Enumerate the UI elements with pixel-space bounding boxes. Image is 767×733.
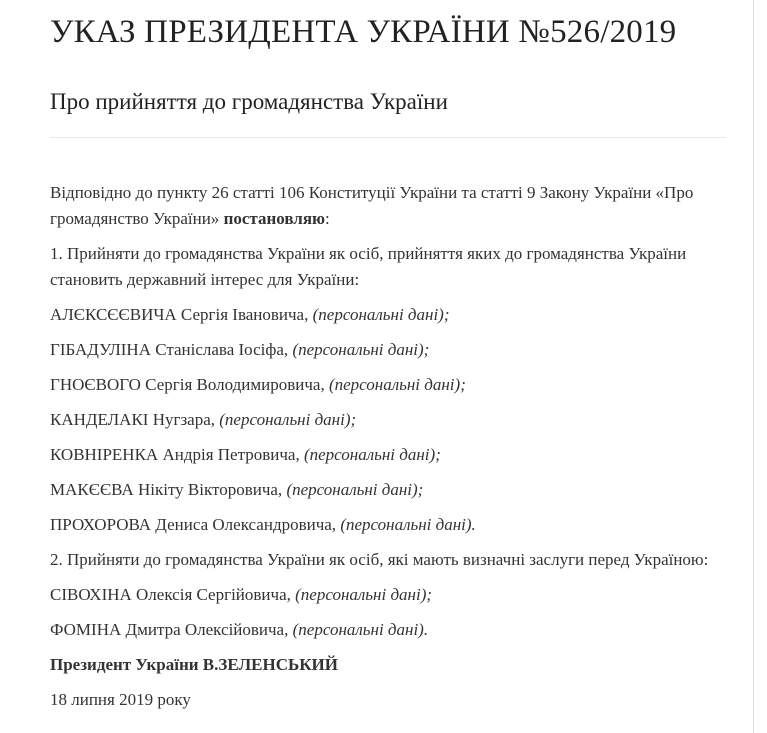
section-2-entries <box>50 582 726 643</box>
personal-data-note: (персональні дані); <box>219 410 357 429</box>
person-name: ПРОХОРОВА Дениса Олександровича, <box>50 515 337 534</box>
page-title: УКАЗ ПРЕЗИДЕНТА УКРАЇНИ №526/2019 <box>50 14 677 50</box>
person-name: СІВОХІНА Олексія Сергійовича, <box>50 585 291 604</box>
person-name: ГІБАДУЛІНА Станіслава Іосіфа, <box>50 340 289 359</box>
citizenship-entry <box>50 407 726 433</box>
person-name: КАНДЕЛАКІ Нугзара, <box>50 410 216 429</box>
section-1-entries <box>50 302 726 538</box>
citizenship-entry <box>50 477 726 503</box>
intro-tail-text: : <box>325 209 330 228</box>
person-name: МАКЄЄВА Нікіту Вікторовича, <box>50 480 283 499</box>
personal-data-note: (персональні дані); <box>328 375 466 394</box>
page-column-border <box>753 0 754 733</box>
personal-data-note: (персональні дані); <box>286 480 424 499</box>
section-1-heading: 1. Прийняти до громадянства України як осіб, прийняття яких до громадянства України становить державний інтерес для України: <box>50 244 687 289</box>
personal-data-note: (персональні дані). <box>340 515 476 534</box>
citizenship-entry <box>50 617 726 643</box>
citizenship-entry <box>50 337 726 363</box>
person-name: ГНОЄВОГО Сергія Володимировича, <box>50 375 325 394</box>
intro-lead-text: Відповідно до пункту 26 статті 106 Конституції України та статті 9 Закону України «Про громадянство України» <box>50 183 694 228</box>
citizenship-entry <box>50 302 726 328</box>
citizenship-entry <box>50 372 726 398</box>
intro-bold-word: постановляю <box>223 209 326 228</box>
person-name: ФОМІНА Дмитра Олексійовича, <box>50 620 289 639</box>
page-subtitle: Про прийняття до громадянства України <box>50 89 448 114</box>
citizenship-entry <box>50 512 726 538</box>
signature-line: Президент України В.ЗЕЛЕНСЬКИЙ <box>50 655 338 674</box>
person-name: КОВНІРЕНКА Андрія Петровича, <box>50 445 300 464</box>
personal-data-note: (персональні дані). <box>292 620 429 639</box>
person-name: АЛЄКСЄЄВИЧА Сергія Івановича, <box>50 305 309 324</box>
personal-data-note: (персональні дані); <box>295 585 433 604</box>
decree-body <box>50 138 726 713</box>
date-line: 18 липня 2019 року <box>50 690 191 709</box>
personal-data-note: (персональні дані); <box>312 305 450 324</box>
citizenship-entry <box>50 582 726 608</box>
citizenship-entry <box>50 442 726 468</box>
personal-data-note: (персональні дані); <box>292 340 430 359</box>
intro-paragraph <box>50 180 726 232</box>
personal-data-note: (персональні дані); <box>303 445 441 464</box>
section-2-heading: 2. Прийняти до громадянства України як осіб, які мають визначні заслуги перед Україною: <box>50 550 709 569</box>
